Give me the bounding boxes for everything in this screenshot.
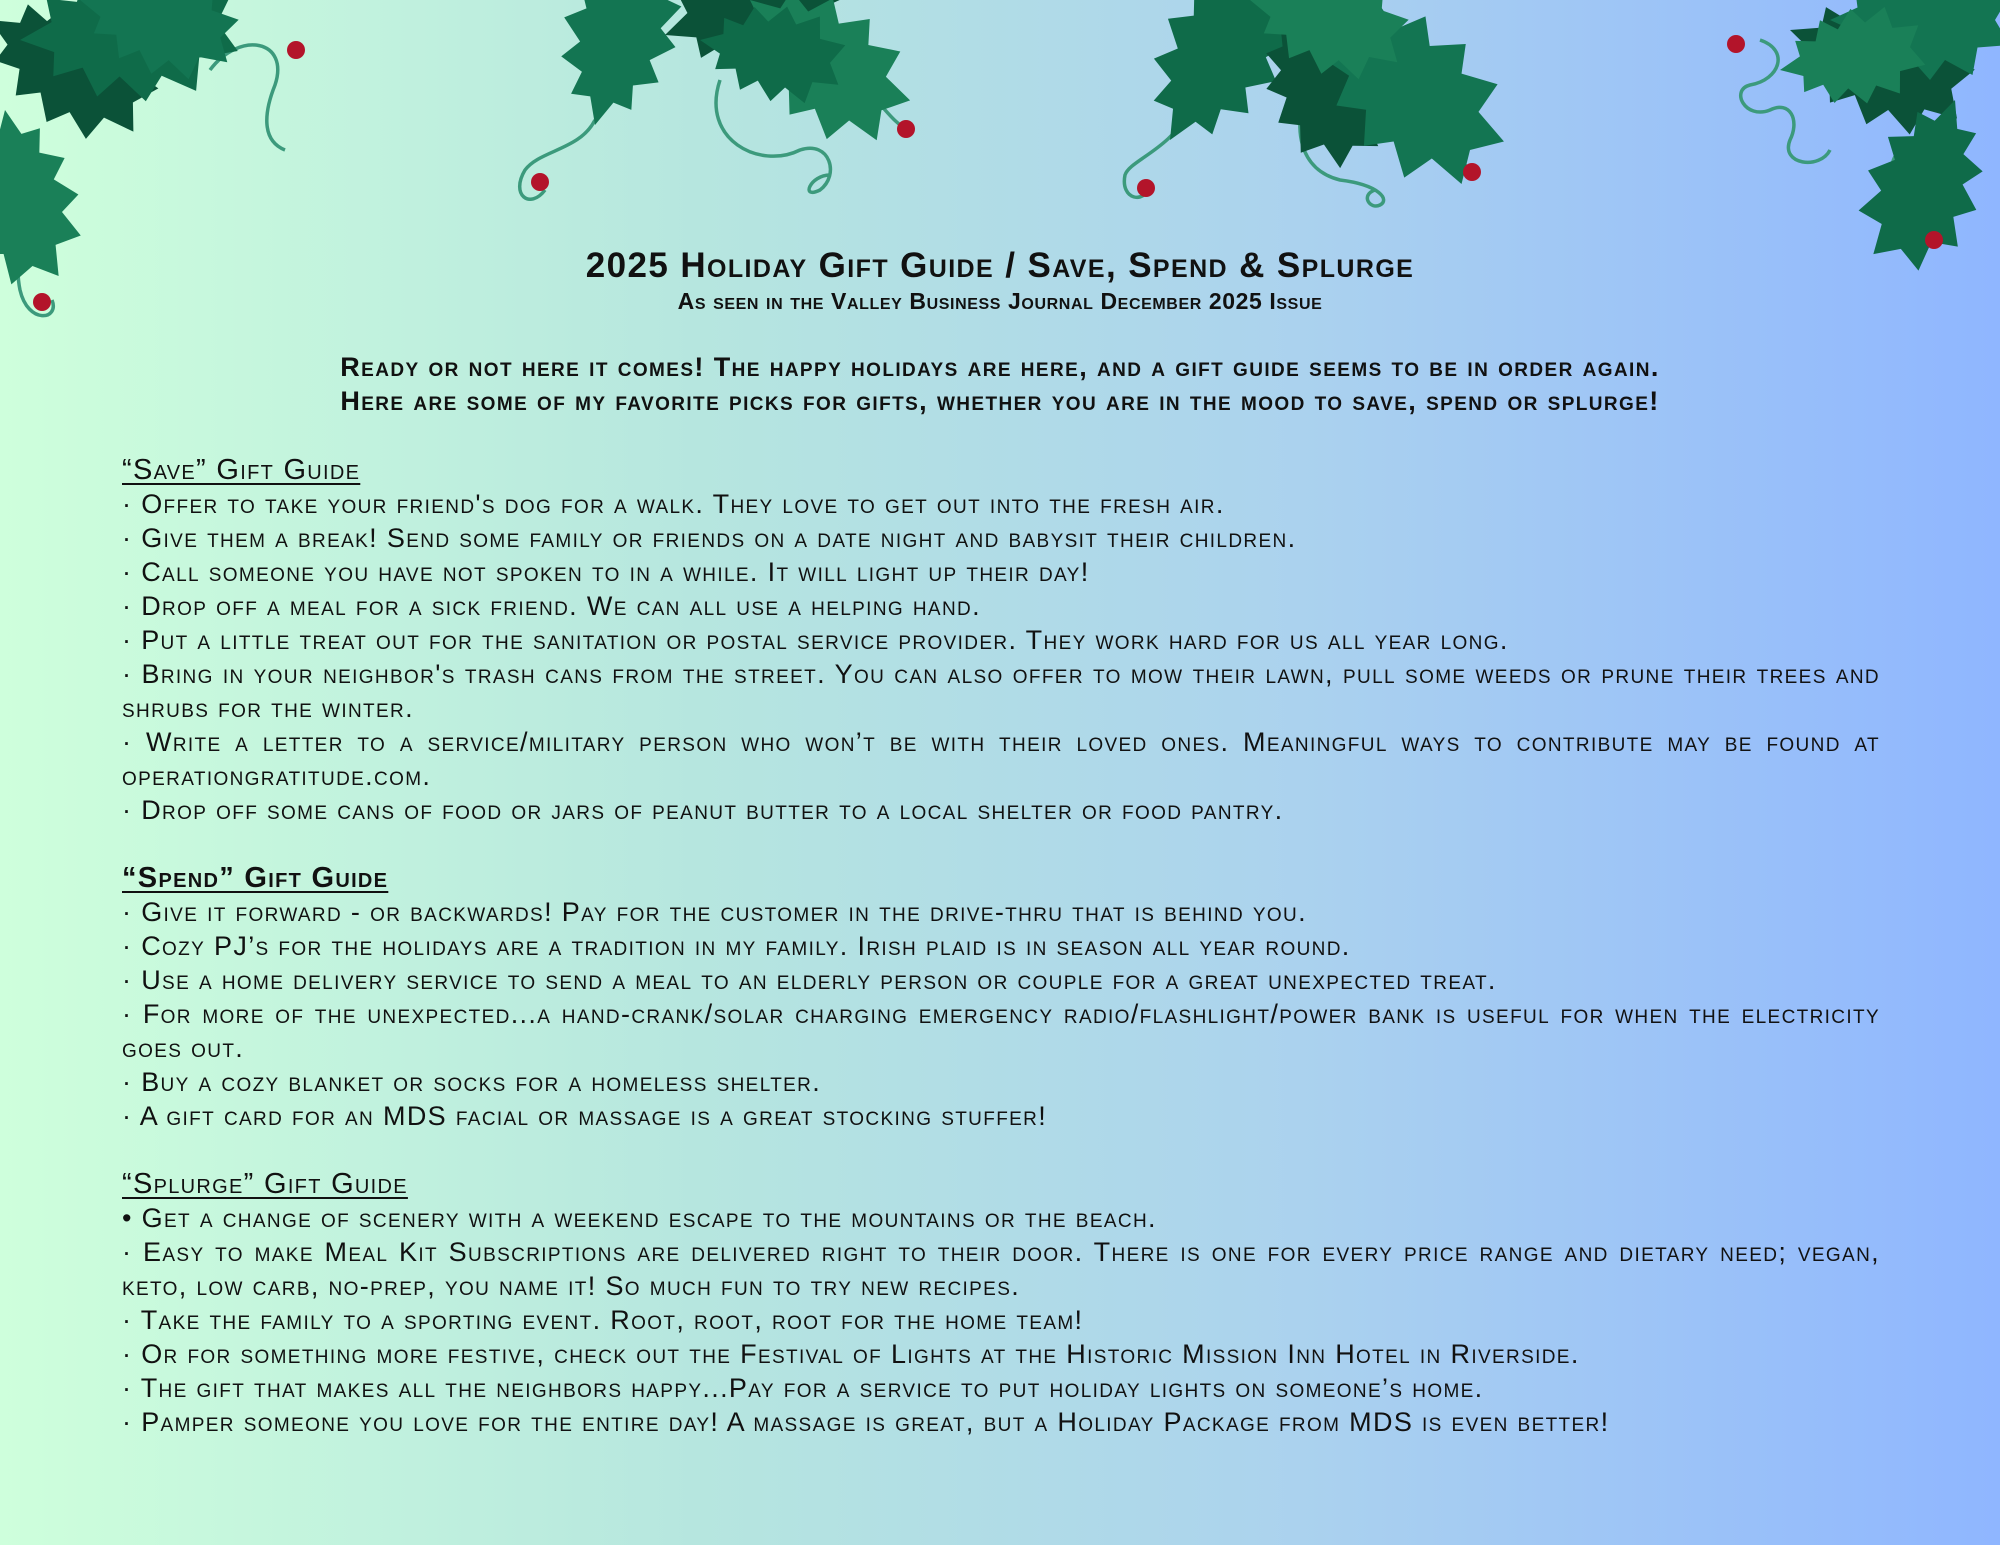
list-item: · Bring in your neighbor's trash cans from the street. You can also offer to mow their lawn, pull some weeds or prune their trees and shrubs for the winter. <box>122 659 1880 723</box>
list-item: · Easy to make Meal Kit Subscriptions are delivered right to their door. There is one for every price range and dietary need; vegan, keto, low carb, no-prep, you name it! So much fun to try new recipes. <box>122 1237 1880 1301</box>
splurge-gift-guide-section <box>122 1167 1880 1439</box>
list-item: · Put a little treat out for the sanitation or postal service provider. They work hard for us all year long. <box>122 625 1509 655</box>
page-subtitle: As seen in the Valley Business Journal December 2025 Issue <box>677 288 1323 314</box>
spend-gift-guide-section <box>122 861 1880 1133</box>
list-item: · Pamper someone you love for the entire day! A massage is great, but a Holiday Package from MDS is even better! <box>122 1407 1610 1437</box>
list-item: · Or for something more festive, check out the Festival of Lights at the Historic Mission Inn Hotel in Riverside. <box>122 1339 1580 1369</box>
holly-cluster-top-center-left-icon <box>520 0 934 199</box>
intro-paragraph <box>0 350 2000 418</box>
list-item: · The gift that makes all the neighbors happy...Pay for a service to put holiday lights on someone’s home. <box>122 1373 1484 1403</box>
holly-cluster-top-center-right-icon <box>1116 0 1534 214</box>
page-header <box>0 244 2000 314</box>
intro-line: Here are some of my favorite picks for gifts, whether you are in the mood to save, spend or splurge! <box>340 386 1660 416</box>
list-item: · Drop off some cans of food or jars of peanut butter to a local shelter or food pantry. <box>122 795 1284 825</box>
list-item: · Buy a cozy blanket or socks for a homeless shelter. <box>122 1067 822 1097</box>
save-gift-guide-section <box>122 453 1880 827</box>
list-item: · Give them a break! Send some family or friends on a date night and babysit their children. <box>122 523 1297 553</box>
list-item: · For more of the unexpected...a hand-crank/solar charging emergency radio/flashlight/power bank is useful for when the electricity goes out. <box>122 999 1880 1063</box>
gift-guide-body <box>122 453 1880 1439</box>
list-item: • Get a change of scenery with a weekend escape to the mountains or the beach. <box>122 1203 1157 1233</box>
list-item: · Drop off a meal for a sick friend. We can all use a helping hand. <box>122 591 981 621</box>
list-item: · Offer to take your friend's dog for a walk. They love to get out into the fresh air. <box>122 489 1225 519</box>
list-item: · Write a letter to a service/military person who won’t be with their loved ones. Meaningful ways to contribute may be found at operationgratitude.com. <box>122 727 1880 791</box>
section-heading: “Splurge” Gift Guide <box>122 1168 408 1200</box>
section-heading: “Spend” Gift Guide <box>122 862 389 894</box>
list-item: · Use a home delivery service to send a meal to an elderly person or couple for a great unexpected treat. <box>122 965 1497 995</box>
list-item: · Give it forward - or backwards! Pay for the customer in the drive-thru that is behind you. <box>122 897 1307 927</box>
list-item: · Take the family to a sporting event. Root, root, root for the home team! <box>122 1305 1084 1335</box>
section-heading: “Save” Gift Guide <box>122 454 361 486</box>
page-title: 2025 Holiday Gift Guide / Save, Spend & Splurge <box>585 246 1415 285</box>
intro-line: Ready or not here it comes! The happy holidays are here, and a gift guide seems to be in order again. <box>340 352 1660 382</box>
list-item: · Cozy PJ’s for the holidays are a tradition in my family. Irish plaid is in season all year round. <box>122 931 1351 961</box>
holly-cluster-top-right-icon <box>1727 0 2000 282</box>
list-item: · A gift card for an MDS facial or massage is a great stocking stuffer! <box>122 1101 1048 1131</box>
list-item: · Call someone you have not spoken to in a while. It will light up their day! <box>122 557 1090 587</box>
